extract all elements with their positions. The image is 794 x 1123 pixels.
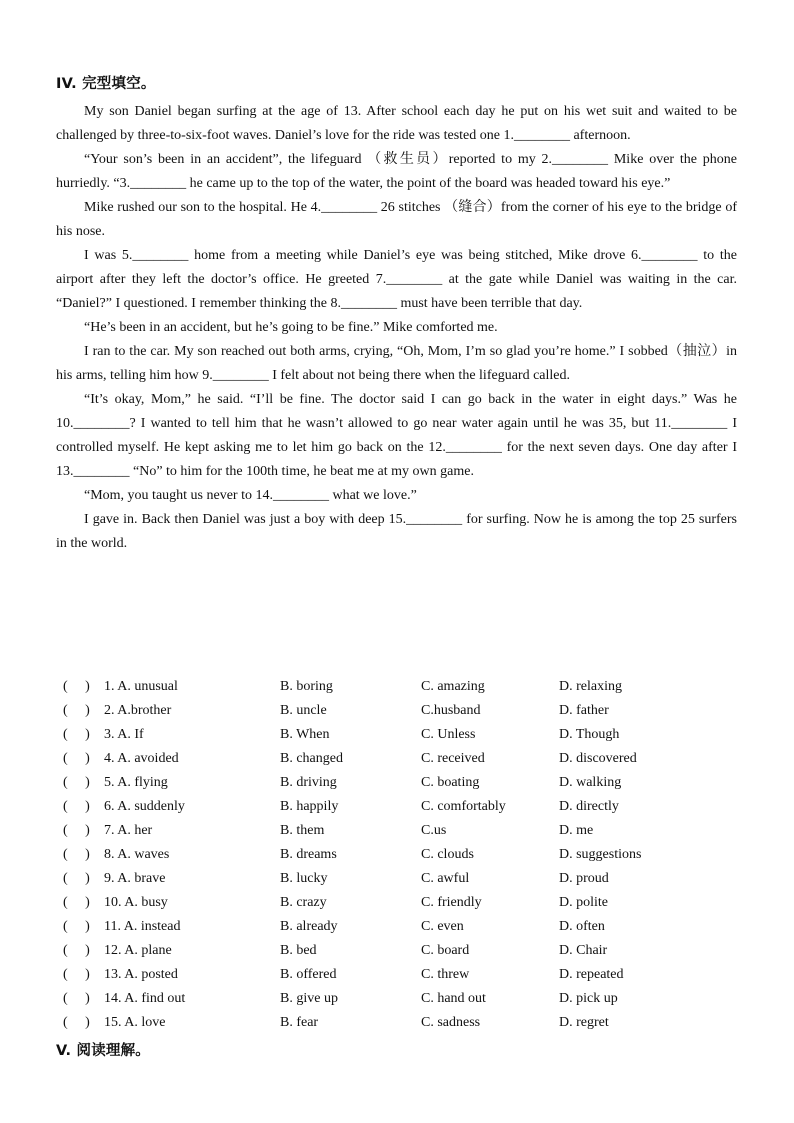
option-a: 15. A. love xyxy=(104,1015,166,1030)
option-c: C. awful xyxy=(421,871,470,886)
option-a: 8. A. waves xyxy=(104,847,170,862)
option-a: 4. A. avoided xyxy=(104,751,179,766)
option-a: 2. A.brother xyxy=(104,703,172,718)
option-d: D. suggestions xyxy=(559,847,642,862)
passage-paragraph: “It’s okay, Mom,” he said. “I’ll be fine. The doctor said I can go back in the water in eight days.” Was he 10.________? I wanted to tell him that he wasn’t allowed to go near water again until he was 35, but 11.________ I controlled myself. He kept asking me to let him go back on the 12.________ for the next seven days. One day after I 13.________ “No” to him for the 100th time, he beat me at my own game. xyxy=(56,392,737,479)
answer-blank[interactable]: ( ) xyxy=(63,919,90,934)
option-b: B. happily xyxy=(280,799,339,814)
option-d: D. father xyxy=(559,703,609,718)
answer-blank[interactable]: ( ) xyxy=(63,727,90,742)
answer-blank[interactable]: ( ) xyxy=(63,823,90,838)
question-row xyxy=(56,699,737,723)
option-a: 10. A. busy xyxy=(104,895,168,910)
option-d: D. regret xyxy=(559,1015,609,1030)
question-row xyxy=(56,1011,737,1035)
option-c: C. Unless xyxy=(421,727,476,742)
passage-paragraph: “He’s been in an accident, but he’s going to be fine.” Mike comforted me. xyxy=(84,320,498,335)
option-b: B. When xyxy=(280,727,330,742)
question-row xyxy=(56,723,737,747)
option-d: D. directly xyxy=(559,799,619,814)
option-c: C. boating xyxy=(421,775,480,790)
passage-paragraph: I was 5.________ home from a meeting while Daniel’s eye was being stitched, Mike drove 6.________ to the airport after they left the doctor’s office. He greeted 7.________ at the gate while Daniel was waiting in the car. “Daniel?” I questioned. I remember thinking the 8.________ must have been terrible that day. xyxy=(56,248,737,311)
option-b: B. driving xyxy=(280,775,337,790)
passage-paragraph: I ran to the car. My son reached out both arms, crying, “Oh, Mom, I’m so glad you’re home.” I sobbed（抽泣）in his arms, telling him how 9.________ I felt about not being there when the lifeguard called. xyxy=(56,344,737,383)
question-row xyxy=(56,867,737,891)
answer-blank[interactable]: ( ) xyxy=(63,967,90,982)
option-a: 12. A. plane xyxy=(104,943,172,958)
option-c: C.us xyxy=(421,823,447,838)
answer-blank[interactable]: ( ) xyxy=(63,943,90,958)
option-d: D. discovered xyxy=(559,751,637,766)
option-c: C. friendly xyxy=(421,895,482,910)
cloze-passage xyxy=(56,100,737,556)
option-a: 13. A. posted xyxy=(104,967,178,982)
option-d: D. often xyxy=(559,919,605,934)
option-b: B. changed xyxy=(280,751,343,766)
answer-options-list xyxy=(56,675,737,1035)
option-c: C. even xyxy=(421,919,464,934)
option-b: B. offered xyxy=(280,967,337,982)
option-d: D. me xyxy=(559,823,594,838)
answer-blank[interactable]: ( ) xyxy=(63,991,90,1006)
answer-blank[interactable]: ( ) xyxy=(63,751,90,766)
option-a: 6. A. suddenly xyxy=(104,799,185,814)
passage-paragraph: My son Daniel began surfing at the age of 13. After school each day he put on his wet suit and waited to be challenged by three-to-six-foot waves. Daniel’s love for the ride was tested one 1.________ afternoon. xyxy=(56,104,737,143)
question-row xyxy=(56,843,737,867)
option-b: B. them xyxy=(280,823,325,838)
answer-blank[interactable]: ( ) xyxy=(63,703,90,718)
question-row xyxy=(56,795,737,819)
option-a: 9. A. brave xyxy=(104,871,166,886)
question-row xyxy=(56,747,737,771)
question-row xyxy=(56,891,737,915)
option-b: B. uncle xyxy=(280,703,327,718)
answer-blank[interactable]: ( ) xyxy=(63,871,90,886)
option-d: D. relaxing xyxy=(559,679,622,694)
option-b: B. already xyxy=(280,919,338,934)
answer-blank[interactable]: ( ) xyxy=(63,799,90,814)
question-row xyxy=(56,771,737,795)
answer-blank[interactable]: ( ) xyxy=(63,847,90,862)
passage-paragraph: “Your son’s been in an accident”, the lifeguard （救生员）reported to my 2.________ Mike over the phone hurriedly. “3.________ he came up to the top of the water, the point of the board was headed toward his eye.” xyxy=(56,152,737,191)
option-c: C. hand out xyxy=(421,991,486,1006)
answer-blank[interactable]: ( ) xyxy=(63,775,90,790)
option-c: C.husband xyxy=(421,703,481,718)
passage-paragraph: Mike rushed our son to the hospital. He 4.________ 26 stitches （缝合）from the corner of his eye to the bridge of his nose. xyxy=(56,200,737,239)
answer-blank[interactable]: ( ) xyxy=(63,679,90,694)
passage-paragraph: I gave in. Back then Daniel was just a boy with deep 15.________ for surfing. Now he is among the top 25 surfers in the world. xyxy=(56,512,737,551)
option-d: D. repeated xyxy=(559,967,624,982)
option-c: C. amazing xyxy=(421,679,485,694)
question-row xyxy=(56,939,737,963)
option-b: B. dreams xyxy=(280,847,337,862)
option-c: C. comfortably xyxy=(421,799,506,814)
option-d: D. polite xyxy=(559,895,608,910)
option-d: D. Though xyxy=(559,727,620,742)
answer-blank[interactable]: ( ) xyxy=(63,1015,90,1030)
question-row xyxy=(56,819,737,843)
section-heading-cloze: IV. 完型填空。 xyxy=(56,76,156,92)
option-c: C. clouds xyxy=(421,847,474,862)
question-row xyxy=(56,987,737,1011)
option-a: 11. A. instead xyxy=(104,919,181,934)
option-b: B. boring xyxy=(280,679,333,694)
option-b: B. bed xyxy=(280,943,317,958)
question-row xyxy=(56,963,737,987)
option-b: B. lucky xyxy=(280,871,328,886)
option-d: D. pick up xyxy=(559,991,618,1006)
option-a: 5. A. flying xyxy=(104,775,168,790)
section-heading-reading: V. 阅读理解。 xyxy=(56,1043,151,1059)
question-row xyxy=(56,915,737,939)
option-c: C. sadness xyxy=(421,1015,481,1030)
option-b: B. crazy xyxy=(280,895,327,910)
question-row xyxy=(56,675,737,699)
option-c: C. threw xyxy=(421,967,470,982)
option-b: B. fear xyxy=(280,1015,319,1030)
option-a: 1. A. unusual xyxy=(104,679,178,694)
answer-blank[interactable]: ( ) xyxy=(63,895,90,910)
option-d: D. proud xyxy=(559,871,609,886)
option-a: 14. A. find out xyxy=(104,991,186,1006)
option-a: 3. A. If xyxy=(104,727,144,742)
option-c: C. board xyxy=(421,943,470,958)
option-d: D. Chair xyxy=(559,943,608,958)
option-c: C. received xyxy=(421,751,485,766)
passage-paragraph: “Mom, you taught us never to 14.________ what we love.” xyxy=(84,488,417,503)
option-d: D. walking xyxy=(559,775,622,790)
option-a: 7. A. her xyxy=(104,823,153,838)
option-b: B. give up xyxy=(280,991,338,1006)
